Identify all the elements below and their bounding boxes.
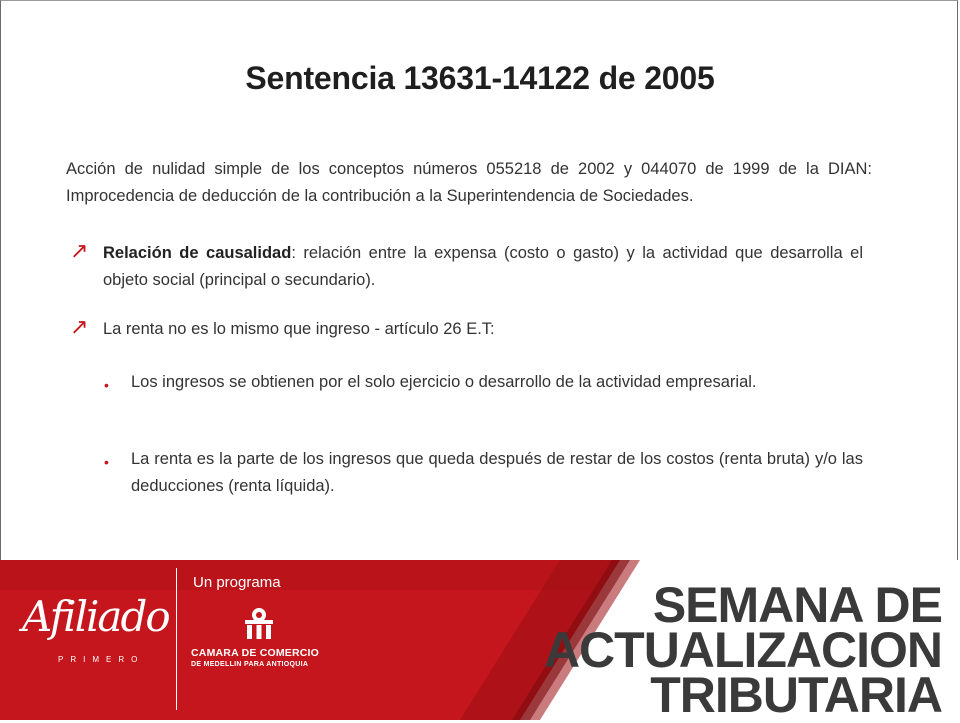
subpoint-renta: La renta es la parte de los ingresos que queda después de restar de los costos (renta bruta) y/o las deducciones (renta líquida). — [131, 450, 863, 495]
afiliado-logo: Afiliado — [22, 592, 169, 641]
intro-paragraph: Acción de nulidad simple de los conceptos números 055218 de 2002 y 044070 de 1999 de la DIAN: Improcedencia de deducción de la contribución a la Superintendencia de Sociedades. — [66, 160, 872, 205]
point-causalidad-bold: Relación de causalidad — [103, 244, 292, 262]
footer-divider — [176, 568, 177, 710]
event-title-line1: SEMANA DE — [652, 577, 942, 633]
event-title-line2: ACTUALIZACION — [543, 622, 942, 678]
point-renta: La renta no es lo mismo que ingreso - artículo 26 E.T: — [103, 320, 495, 338]
point-causalidad — [103, 240, 863, 294]
ccm-logo-icon — [240, 604, 278, 642]
afiliado-subtitle: PRIMERO — [58, 655, 145, 664]
subpoint-ingresos: Los ingresos se obtienen por el solo ejercicio o desarrollo de la actividad empresarial. — [131, 373, 757, 391]
event-title-line3: TRIBUTARIA — [650, 667, 942, 723]
ccm-name: CAMARA DE COMERCIO — [191, 647, 320, 659]
slide-title: Sentencia 13631-14122 de 2005 — [245, 60, 715, 96]
arrow-up-right-icon: ↗ — [70, 238, 89, 263]
programa-label: Un programa — [193, 574, 281, 591]
bullet-dot-icon: • — [104, 454, 109, 470]
ccm-subtitle: DE MEDELLIN PARA ANTIOQUIA — [191, 661, 309, 668]
bullet-dot-icon: • — [104, 377, 109, 393]
point-causalidad-text: : relación entre la expensa (costo o gasto) y la actividad que desarrolla el objeto social (principal o secundario). — [103, 244, 863, 289]
arrow-up-right-icon: ↗ — [70, 314, 89, 339]
